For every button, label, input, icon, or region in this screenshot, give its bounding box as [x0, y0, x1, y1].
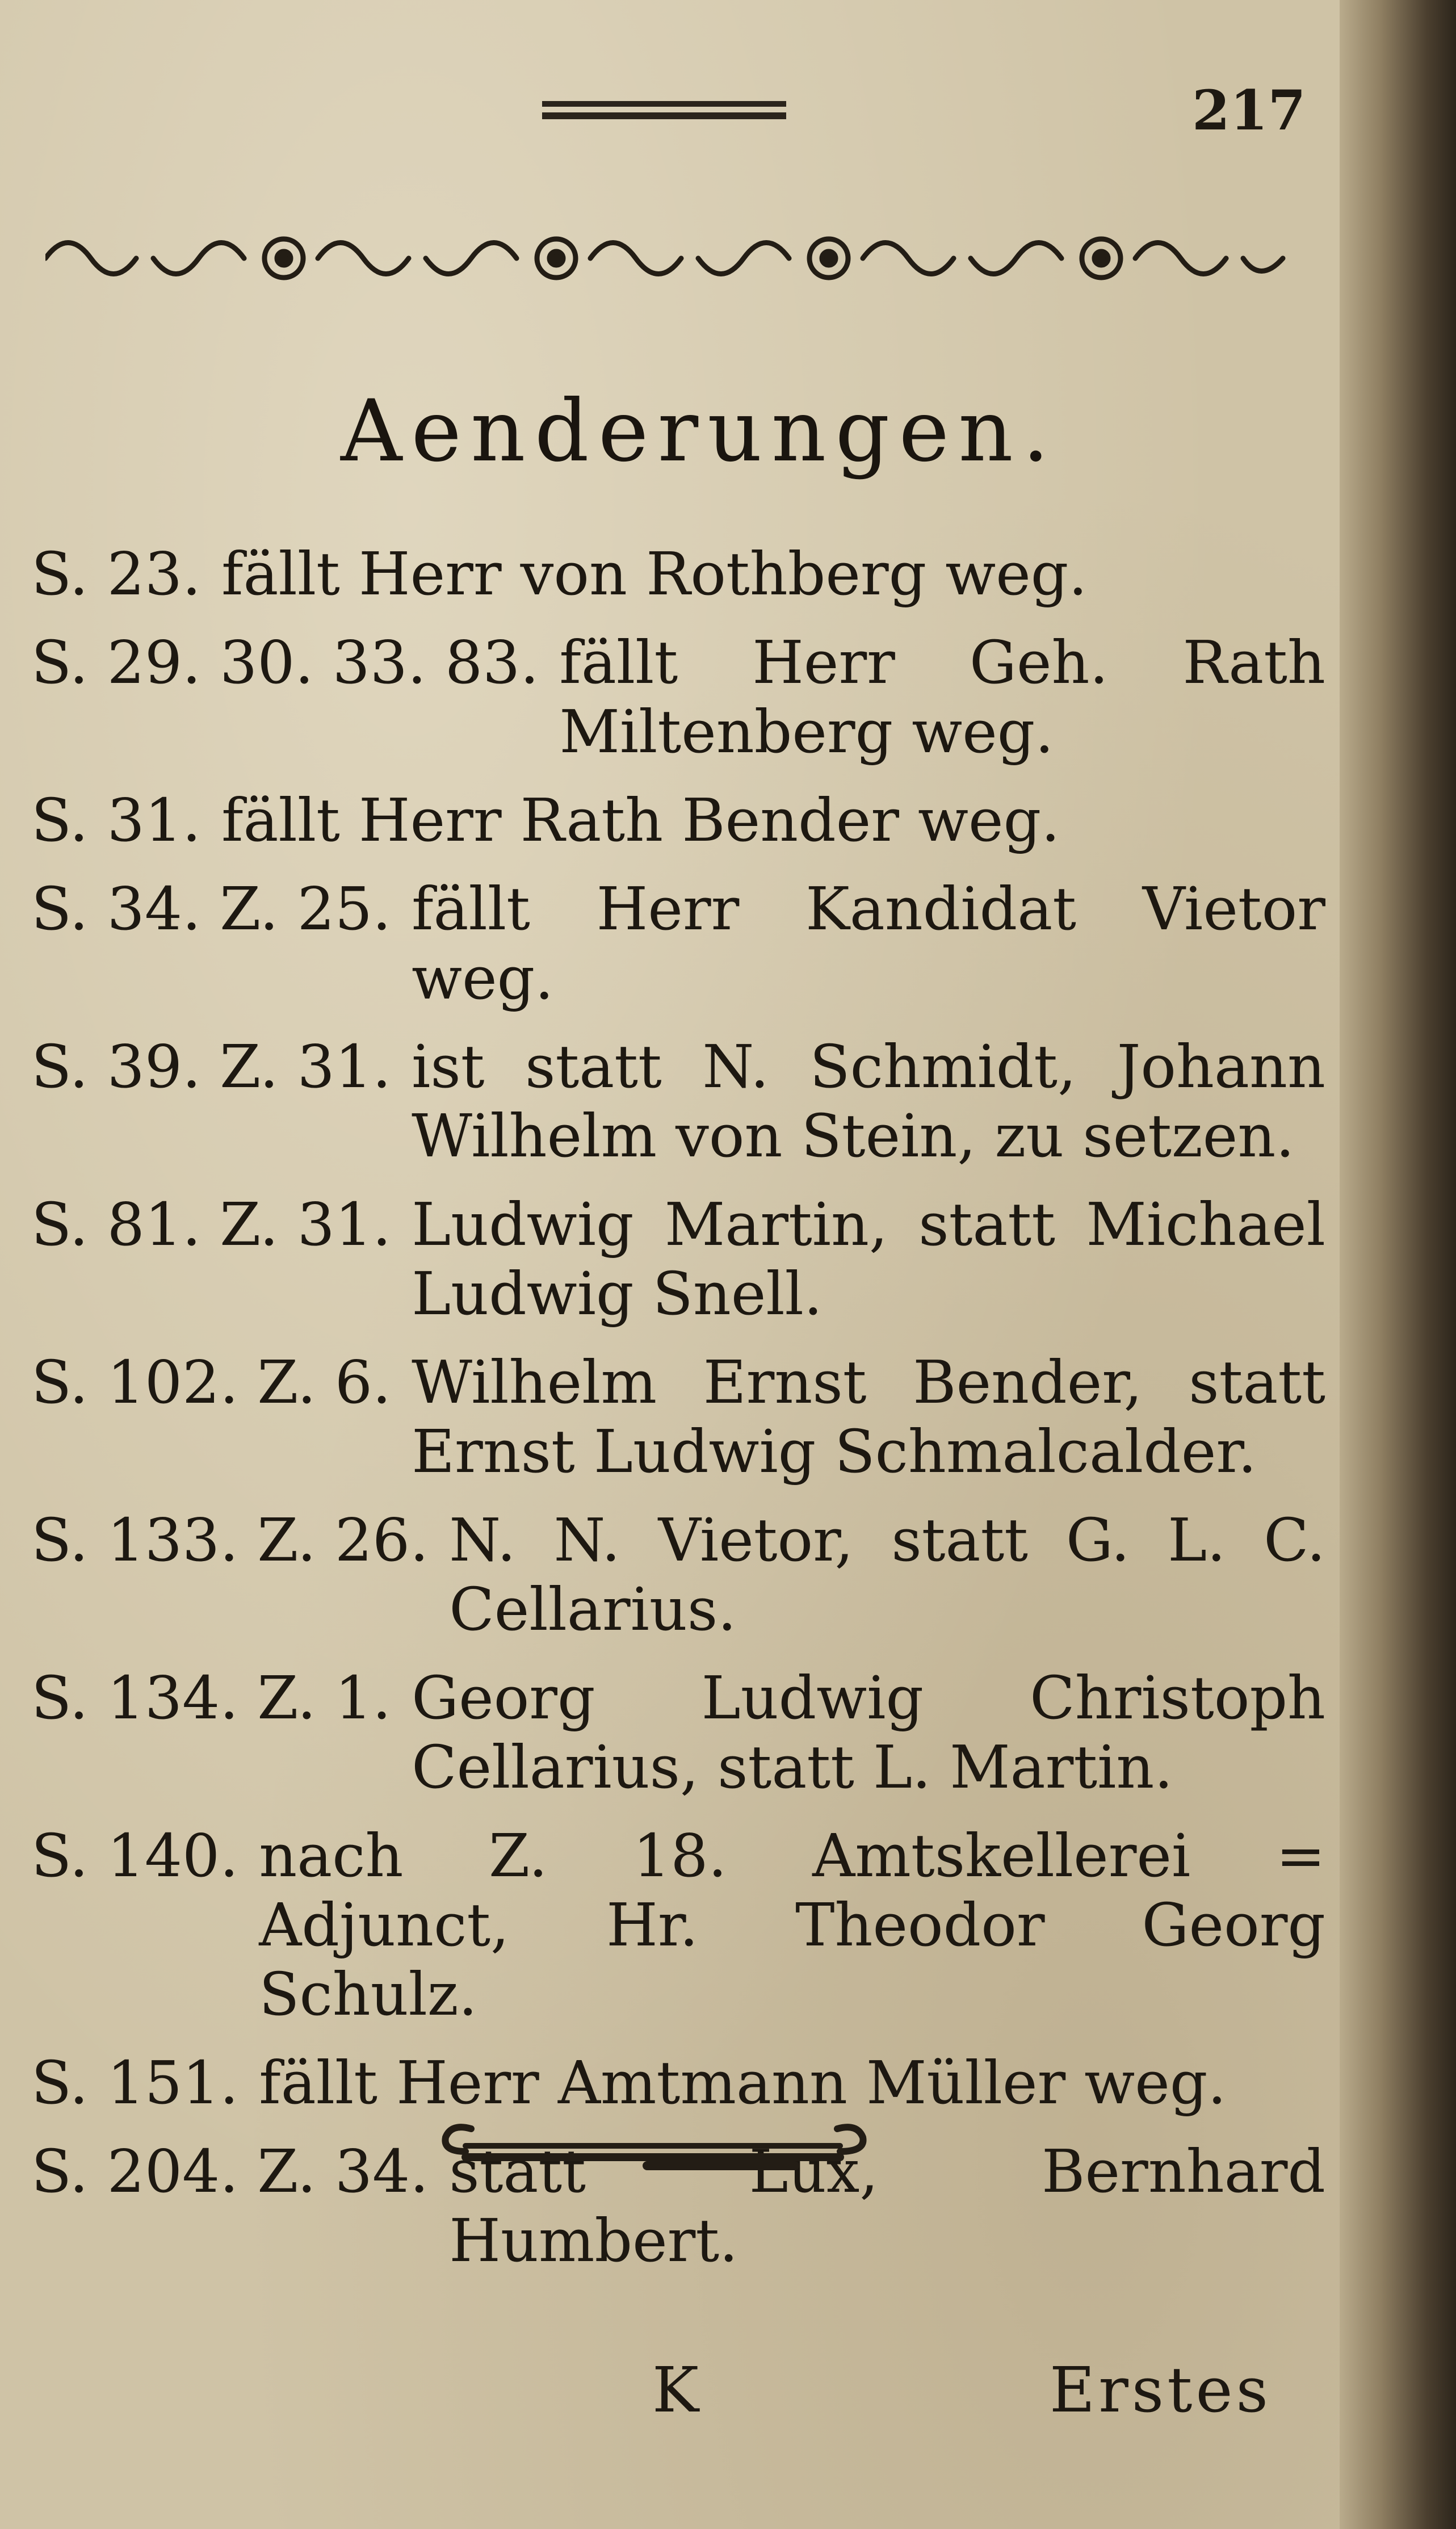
entry-reference: S. 140. — [31, 1821, 239, 1890]
entry-reference: S. 134. Z. 1. — [31, 1663, 392, 1733]
page-number: 217 — [1192, 78, 1306, 142]
correction-entry — [31, 628, 1325, 766]
entry-reference: S. 31. — [31, 786, 202, 855]
header-rule — [542, 101, 786, 119]
entry-reference: S. 29. 30. 33. 83. — [31, 628, 539, 697]
entry-reference: S. 39. Z. 31. — [31, 1032, 392, 1101]
book-binding-shadow — [1340, 0, 1456, 2529]
correction-entry — [31, 2048, 1325, 2117]
entry-text: fällt Herr Amtmann Müller weg. — [259, 2048, 1227, 2117]
correction-entry — [31, 786, 1325, 855]
entry-reference: S. 34. Z. 25. — [31, 874, 392, 943]
entry-text: N. N. Vietor, statt G. L. C. Cellarius. — [449, 1505, 1325, 1644]
entry-reference: S. 151. — [31, 2048, 239, 2117]
corrections-list — [31, 539, 1325, 2295]
correction-entry — [31, 1821, 1325, 2029]
entry-text: fällt Herr Rath Bender weg. — [221, 786, 1060, 855]
entry-text: nach Z. 18. Amtskellerei = Adjunct, Hr. Theodor Georg Schulz. — [259, 1821, 1325, 2029]
entry-text: fällt Herr von Rothberg weg. — [221, 539, 1088, 609]
entry-text: Georg Ludwig Christoph Cellarius, statt L. Martin. — [412, 1663, 1325, 1802]
entry-reference: S. 133. Z. 26. — [31, 1505, 429, 1575]
entry-reference: S. 23. — [31, 539, 202, 609]
entry-text: statt Lux, Bernhard Humbert. — [449, 2137, 1325, 2275]
signature-mark: K — [652, 2354, 699, 2426]
correction-entry — [31, 874, 1325, 1013]
entry-text: Ludwig Martin, statt Michael Ludwig Snell. — [412, 1190, 1325, 1328]
correction-entry — [31, 1663, 1325, 1802]
correction-entry — [31, 1348, 1325, 1486]
entry-text: fällt Herr Geh. Rath Miltenberg weg. — [559, 628, 1325, 766]
entry-reference: S. 81. Z. 31. — [31, 1190, 392, 1259]
entry-text: fällt Herr Kandidat Vietor weg. — [412, 874, 1325, 1013]
catchword: Erstes — [1049, 2354, 1272, 2426]
ornament-band — [45, 216, 1294, 301]
correction-entry — [31, 539, 1325, 609]
correction-entry — [31, 1032, 1325, 1171]
entry-text: ist statt N. Schmidt, Johann Wilhelm von Stein, zu setzen. — [412, 1032, 1325, 1171]
page-heading: Aenderungen. — [341, 382, 1059, 481]
header-rule-bottom-line — [542, 112, 786, 119]
correction-entry — [31, 1190, 1325, 1328]
entry-text: Wilhelm Ernst Bender, statt Ernst Ludwig Schmalcalder. — [412, 1348, 1325, 1486]
entry-reference: S. 102. Z. 6. — [31, 1348, 392, 1417]
entry-reference: S. 204. Z. 34. — [31, 2137, 429, 2206]
tail-ornament — [431, 2112, 874, 2186]
header-rule-top-line — [542, 101, 786, 107]
correction-entry — [31, 1505, 1325, 1644]
